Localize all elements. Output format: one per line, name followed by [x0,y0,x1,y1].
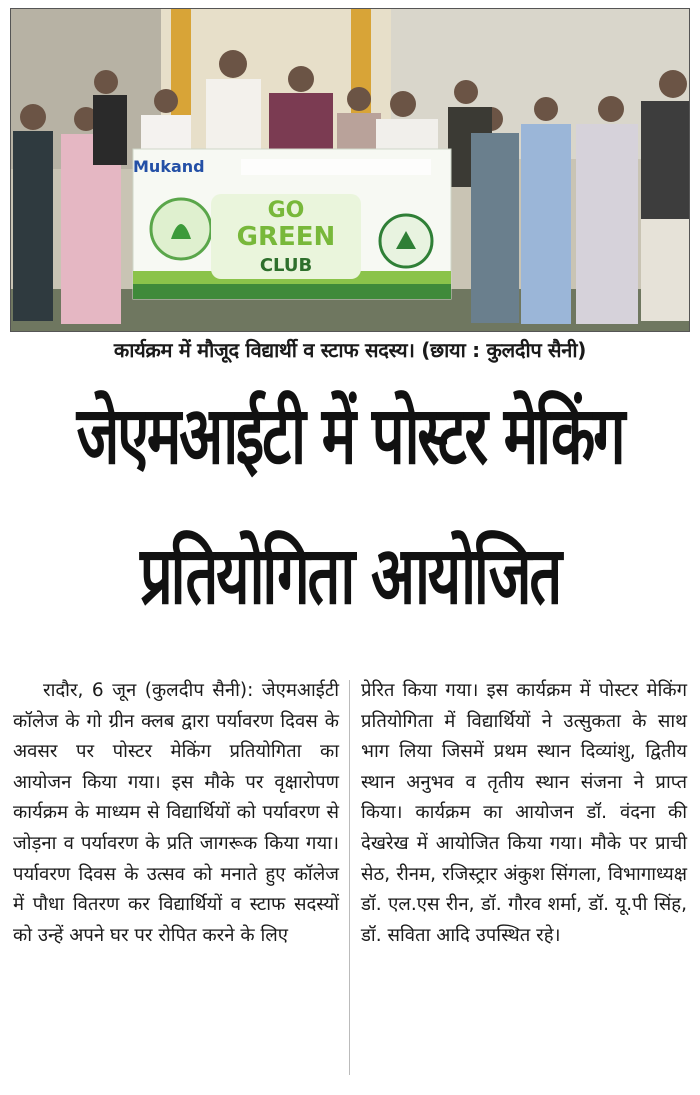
banner-title-go: GO [267,198,305,223]
banner-brand-text: Mukand [133,157,205,176]
article-column-left [13,676,339,951]
column-divider [349,680,350,1075]
headline-line-2: प्रतियोगिता आयोजित [139,529,561,622]
article-column-right [361,676,687,951]
article-paragraph-left: रादौर, 6 जून (कुलदीप सैनी): जेएमआईटी कॉलेज के गो ग्रीन क्लब द्वारा पर्यावरण दिवस के अवसर पर पोस्टर मेकिंग प्रतियोगिता का आयोजन किया गया। इस मौके पर वृक्षारोपण कार्यक्रम के माध्यम से विद्यार्थियों को पर्यावरण से जोड़ना व पर्यावरण के प्रति जागरूक किया गया। पर्यावरण दिवस के उत्सव को मनाते हुए कॉलेज में पौधा वितरण कर विद्यार्थियों व स्टाफ सदस्यों को उन्हें अपने घर पर रोपित करने के लिए [13,680,339,946]
photo-caption: कार्यक्रम में मौजूद विद्यार्थी व स्टाफ सदस्य। (छाया : कुलदीप सैनी) [113,338,587,362]
headline-line-1: जेएमआईटी में पोस्टर मेकिंग [76,389,624,482]
banner-title-green: GREEN [236,222,336,252]
news-photo [10,8,690,332]
group-photo-illustration [11,9,689,331]
banner-title-club: CLUB [259,255,313,276]
article-paragraph-right: प्रेरित किया गया। इस कार्यक्रम में पोस्टर मेकिंग प्रतियोगिता में विद्यार्थियों ने उत्सुकता के साथ भाग लिया जिसमें प्रथम स्थान दिव्यांशु, द्वितीय स्थान अनुभव व तृतीय स्थान संजना ने प्राप्त किया। कार्यक्रम का आयोजन डॉ. वंदना की देखरेख में आयोजित किया गया। मौके पर प्राची सेठ, रीनम, रजिस्ट्रार अंकुश सिंगला, विभागाध्यक्ष डॉ. एल.एस रीन, डॉ. गौरव शर्मा, डॉ. यू.पी सिंह, डॉ. सविता आदि उपस्थित रहे। [361,680,687,946]
